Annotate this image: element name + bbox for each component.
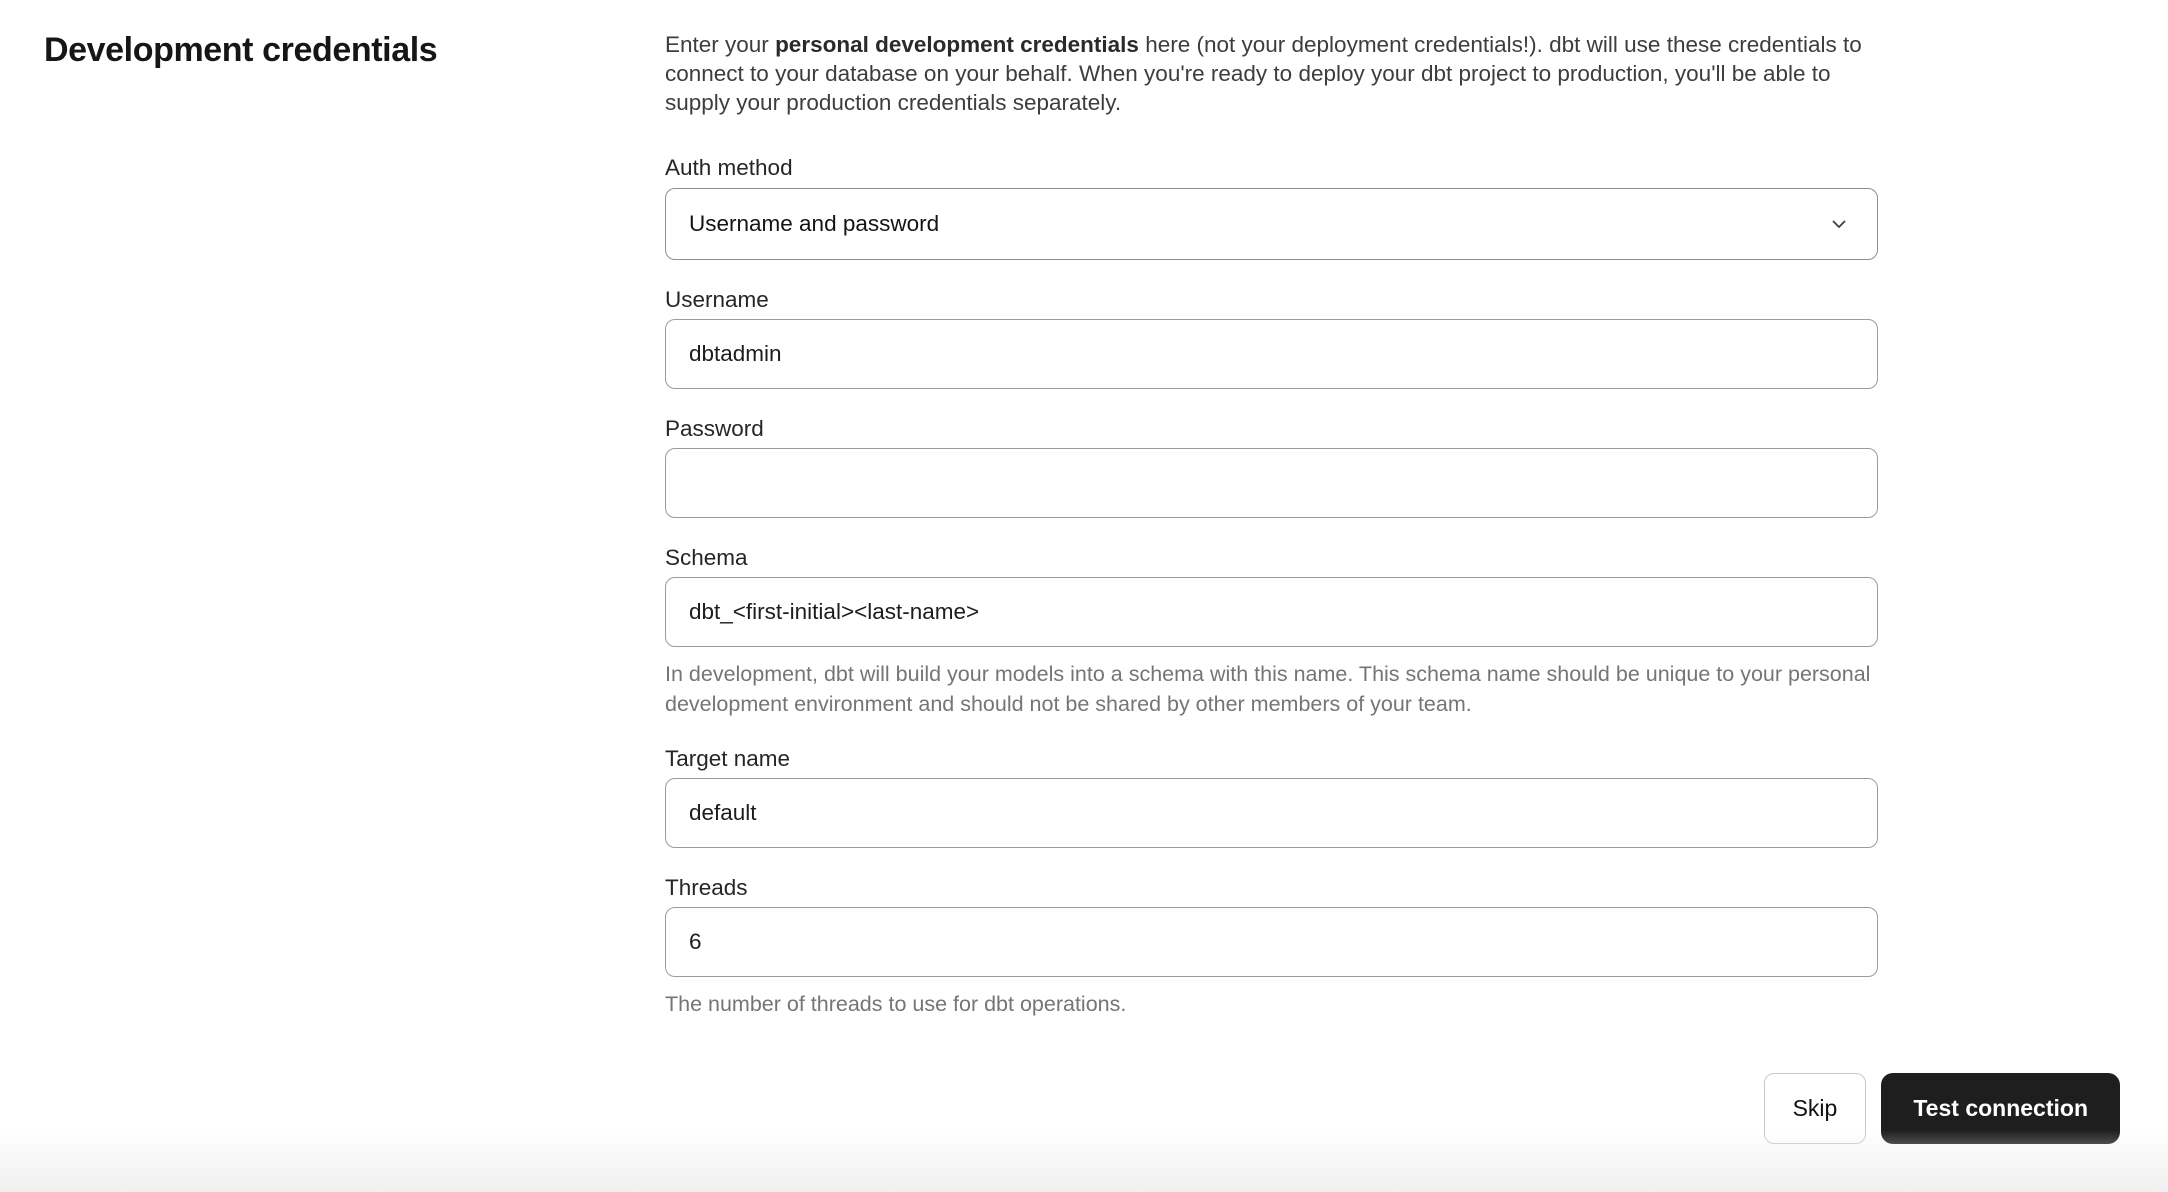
footer-actions bbox=[1764, 1073, 2120, 1144]
username-label: Username bbox=[665, 287, 769, 312]
intro-paragraph bbox=[665, 30, 1878, 117]
auth-method-select[interactable] bbox=[665, 188, 1878, 260]
intro-text-post: here (not your deployment credentials!). dbt will use these credentials to connect to your database on your behalf. When you're ready to deploy your dbt project to production, you'll be able to supply your production credentials separately. bbox=[665, 32, 1862, 115]
schema-label: Schema bbox=[665, 545, 748, 570]
target-name-input[interactable] bbox=[665, 778, 1878, 848]
threads-help-text: The number of threads to use for dbt operations. bbox=[665, 992, 1127, 1016]
intro-text-bold: personal development credentials bbox=[775, 32, 1139, 57]
schema-input[interactable] bbox=[665, 577, 1878, 647]
intro-text-pre: Enter your bbox=[665, 32, 776, 57]
password-label: Password bbox=[665, 416, 764, 441]
schema-help-text: In development, dbt will build your models into a schema with this name. This schema name should be unique to your personal development environment and should not be shared by other members of your team. bbox=[665, 662, 1871, 716]
page-title: Development credentials bbox=[44, 31, 438, 69]
credentials-form bbox=[665, 0, 1878, 1019]
threads-input[interactable] bbox=[665, 907, 1878, 977]
left-column bbox=[0, 0, 665, 1019]
auth-method-selected-value: Username and password bbox=[689, 211, 940, 236]
test-connection-button[interactable]: Test connection bbox=[1881, 1073, 2120, 1144]
chevron-down-icon bbox=[1827, 212, 1851, 236]
threads-label: Threads bbox=[665, 875, 748, 900]
target-name-label: Target name bbox=[665, 746, 791, 771]
password-input[interactable] bbox=[665, 448, 1878, 518]
auth-method-label: Auth method bbox=[665, 155, 793, 180]
skip-button[interactable]: Skip bbox=[1764, 1073, 1867, 1144]
username-input[interactable] bbox=[665, 319, 1878, 389]
